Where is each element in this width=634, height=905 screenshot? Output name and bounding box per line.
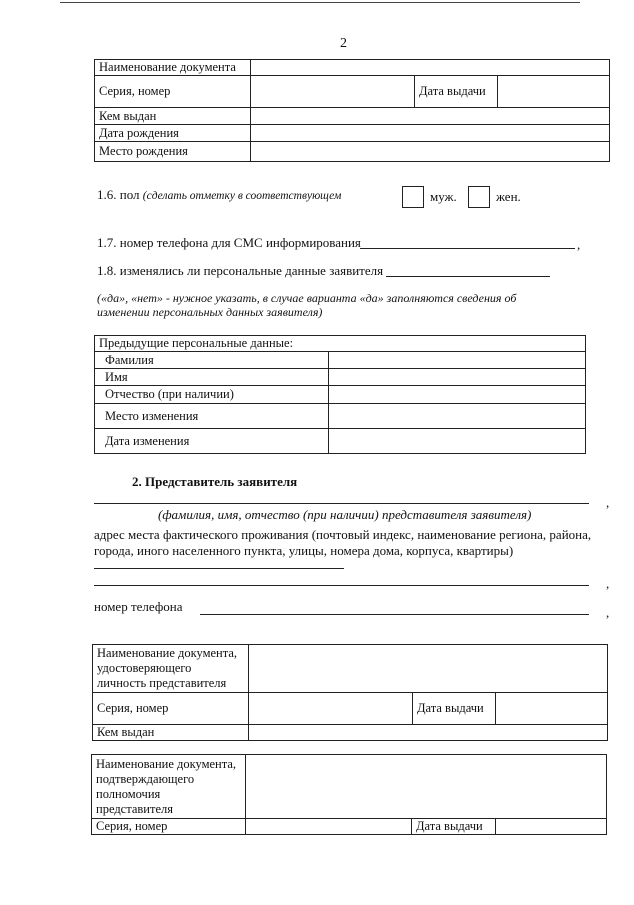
rep-doc-name-line-2: удостоверяющего [97, 661, 192, 675]
rep-doc-name-line-1: Наименование документа, [97, 646, 238, 660]
representative-heading: 2. Представитель заявителя [132, 474, 298, 489]
auth-doc-name-label [92, 755, 246, 819]
previous-data-table [94, 335, 586, 454]
top-rule [60, 2, 580, 3]
auth-issue-date-label: Дата выдачи [412, 819, 496, 835]
birth-place-field[interactable] [251, 142, 610, 162]
applicant-document-table [94, 59, 610, 162]
change-date-field[interactable] [329, 429, 586, 454]
gender-hint: (сделать отметку в соответствующем [142, 190, 342, 202]
name-field[interactable] [329, 369, 586, 386]
gender-line [97, 187, 341, 203]
representative-phone-field[interactable] [200, 614, 589, 615]
series-label: Серия, номер [95, 76, 251, 108]
personal-changed-note-2: изменении персональных данных заявителя) [97, 305, 323, 319]
personal-changed-label: 1.8. изменялись ли персональные данные заявителя [97, 263, 384, 278]
address-comma: , [606, 576, 610, 591]
page-number: 2 [340, 36, 347, 51]
sms-phone-comma: , [577, 237, 581, 252]
representative-phone-comma: , [606, 605, 610, 620]
representative-phone-label: номер телефона [94, 599, 183, 614]
patronymic-label: Отчество (при наличии) [95, 386, 329, 404]
auth-doc-name-field[interactable] [246, 755, 607, 819]
surname-field[interactable] [329, 352, 586, 369]
auth-series-field[interactable] [246, 819, 412, 835]
rep-issued-by-label: Кем выдан [93, 725, 249, 741]
issue-date-field[interactable] [498, 76, 610, 108]
rep-doc-name-label [93, 645, 249, 693]
sms-phone-field[interactable] [360, 248, 575, 249]
sms-phone-label: 1.7. номер телефона для СМС информирования [97, 235, 361, 250]
change-place-label: Место изменения [95, 404, 329, 429]
rep-doc-name-field[interactable] [249, 645, 608, 693]
personal-changed-field[interactable] [386, 276, 550, 277]
auth-doc-name-line-2: подтверждающего [96, 771, 195, 786]
doc-name-label: Наименование документа [95, 60, 251, 76]
gender-label: 1.6. пол [97, 187, 140, 202]
patronymic-field[interactable] [329, 386, 586, 404]
birth-date-label: Дата рождения [95, 125, 251, 142]
issued-by-field[interactable] [251, 108, 610, 125]
rep-issued-by-field[interactable] [249, 725, 608, 741]
previous-data-header: Предыдущие персональные данные: [95, 336, 586, 352]
issued-by-label: Кем выдан [95, 108, 251, 125]
representative-fio-comma: , [606, 495, 610, 510]
rep-issue-date-label: Дата выдачи [413, 693, 496, 725]
birth-date-field[interactable] [251, 125, 610, 142]
birth-place-label: Место рождения [95, 142, 251, 162]
rep-issue-date-field[interactable] [496, 693, 608, 725]
auth-issue-date-field[interactable] [496, 819, 607, 835]
rep-series-label: Серия, номер [93, 693, 249, 725]
issue-date-label: Дата выдачи [415, 76, 498, 108]
representative-fio-hint: (фамилия, имя, отчество (при наличии) представителя заявителя) [158, 507, 532, 522]
surname-label: Фамилия [95, 352, 329, 369]
representative-id-table [92, 644, 608, 741]
auth-doc-name-line-1: Наименование документа, [96, 756, 237, 771]
address-line-1: адрес места фактического проживания (почтовый индекс, наименование региона, района, [94, 527, 592, 542]
female-label: жен. [496, 189, 521, 204]
name-label: Имя [95, 369, 329, 386]
female-checkbox[interactable] [468, 186, 490, 208]
rep-doc-name-line-3: личность представителя [97, 676, 227, 690]
series-field[interactable] [251, 76, 415, 108]
address-line-2: города, иного населенного пункта, улицы, номера дома, корпуса, квартиры) [94, 543, 514, 558]
change-date-label: Дата изменения [95, 429, 329, 454]
auth-doc-name-line-4: представителя [96, 801, 173, 816]
auth-doc-name-line-3: полномочия [96, 786, 161, 801]
auth-series-label: Серия, номер [92, 819, 246, 835]
male-label: муж. [430, 189, 457, 204]
representative-fio-field[interactable] [94, 503, 589, 504]
male-checkbox[interactable] [402, 186, 424, 208]
authority-document-table [91, 754, 607, 835]
personal-changed-note-1: («да», «нет» - нужное указать, в случае варианта «да» заполняются сведения об [97, 291, 517, 305]
rep-series-field[interactable] [249, 693, 413, 725]
address-field-2[interactable] [94, 585, 589, 586]
doc-name-field[interactable] [251, 60, 610, 76]
address-field-1[interactable] [94, 568, 344, 569]
change-place-field[interactable] [329, 404, 586, 429]
